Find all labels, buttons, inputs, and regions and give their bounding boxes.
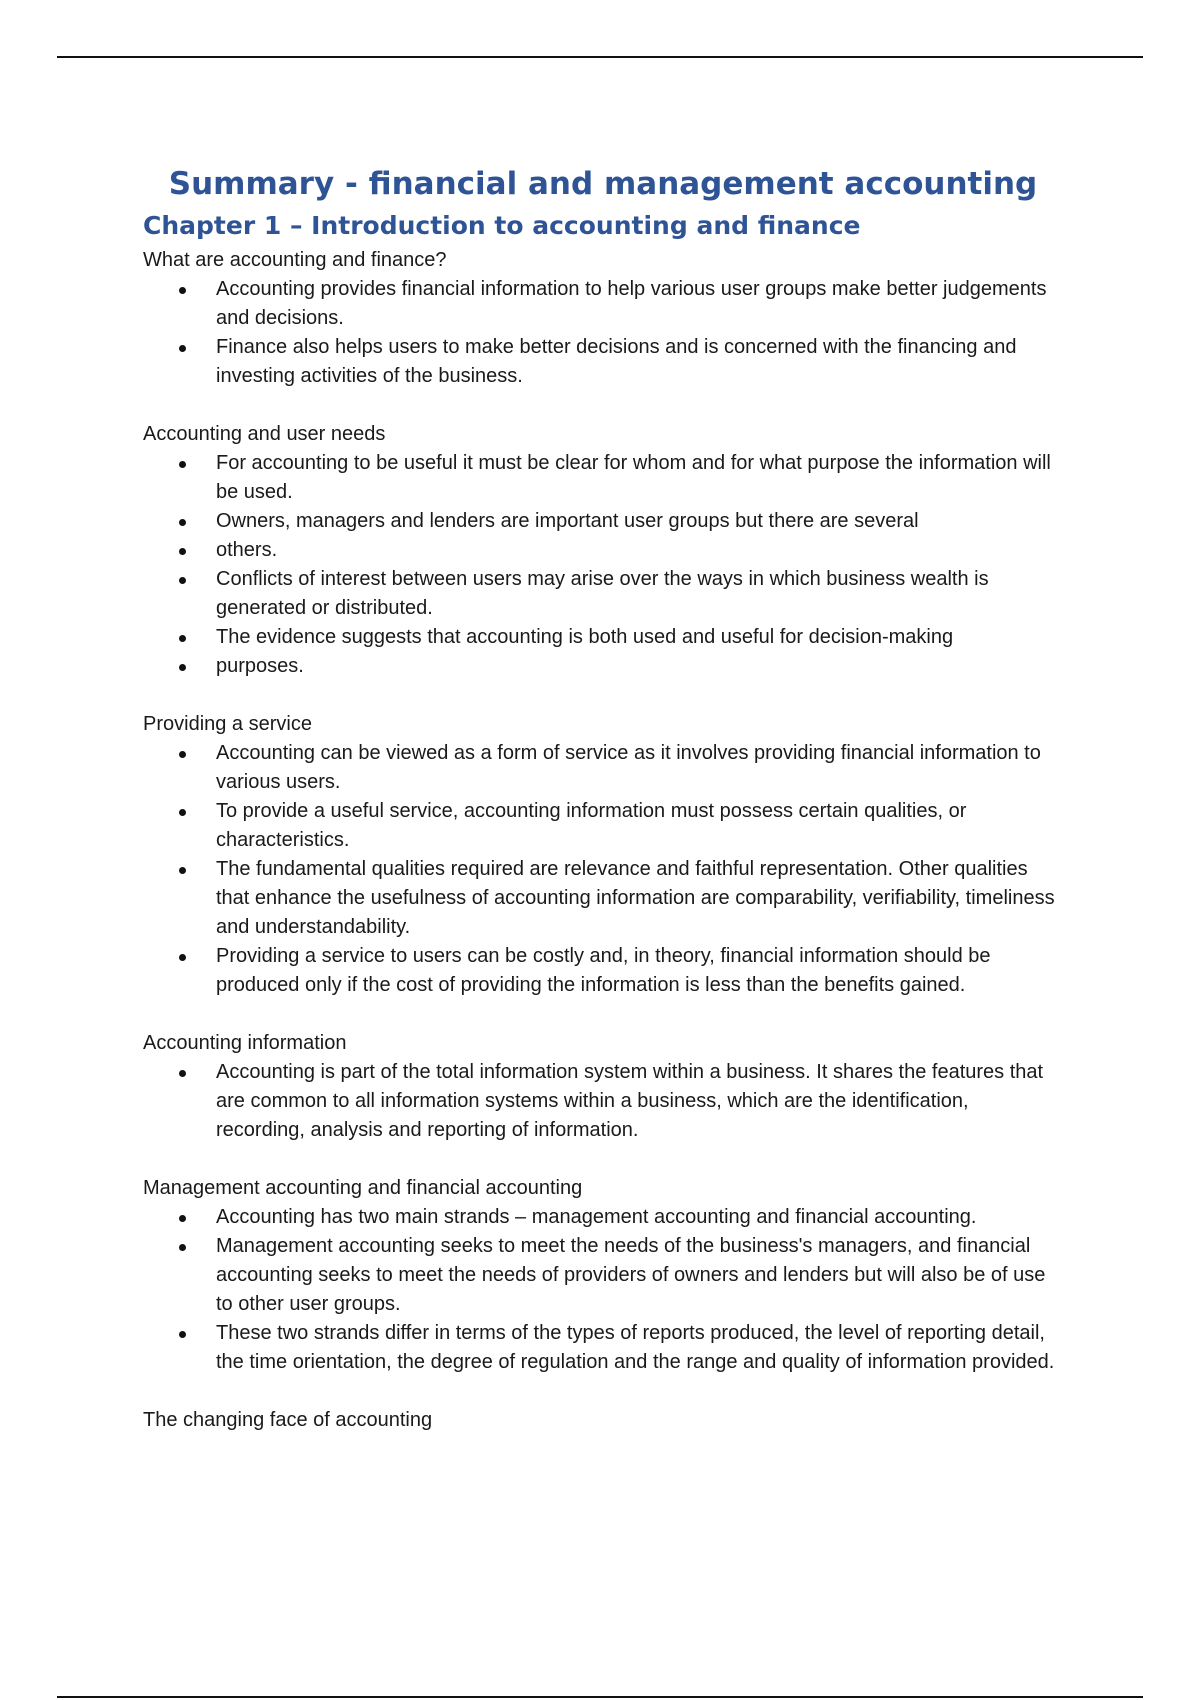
bullet-item xyxy=(143,1058,1063,1145)
bullet-icon xyxy=(179,461,186,468)
bullet-item xyxy=(143,1232,1063,1319)
section-heading: The changing face of accounting xyxy=(143,1409,433,1431)
bullet-item xyxy=(143,275,1063,333)
bullet-icon xyxy=(179,287,186,294)
chapter-title: Chapter 1 – Introduction to accounting and finance xyxy=(143,211,861,240)
bullet-text: The fundamental qualities required are relevance and faithful representation. Other qualities that enhance the usefulness of accounting information are comparability, verifiability, timeliness and understandability. xyxy=(216,858,1055,938)
section-heading: Providing a service xyxy=(143,713,312,735)
bullet-list xyxy=(143,739,1063,1000)
section-heading: What are accounting and finance? xyxy=(143,249,447,271)
bullet-text: Management accounting seeks to meet the needs of the business's managers, and financial accounting seeks to meet the needs of providers of owners and lenders but will also be of use to other user groups. xyxy=(216,1235,1046,1315)
bullet-icon xyxy=(179,577,186,584)
bullet-text: Finance also helps users to make better decisions and is concerned with the financing and investing activities of the business. xyxy=(216,336,1017,387)
bullet-item xyxy=(143,797,1063,855)
bullet-text: others. xyxy=(216,539,278,561)
bullet-text: To provide a useful service, accounting information must possess certain qualities, or characteristics. xyxy=(216,800,967,851)
section-management-and-financial-accounting xyxy=(143,1174,1063,1377)
bullet-icon xyxy=(179,519,186,526)
bullet-icon xyxy=(179,345,186,352)
bullet-text: Accounting has two main strands – management accounting and financial accounting. xyxy=(216,1206,977,1228)
document-title: Summary - financial and management accounting xyxy=(168,166,1038,202)
bullet-text: Accounting is part of the total information system within a business. It shares the features that are common to all information systems within a business, which are the identification, recording, analysis and reporting of information. xyxy=(216,1061,1044,1141)
bullet-icon xyxy=(179,867,186,874)
bullet-icon xyxy=(179,751,186,758)
bullet-text: Accounting provides financial information to help various user groups make better judgements and decisions. xyxy=(216,278,1047,329)
section-heading: Accounting and user needs xyxy=(143,423,386,445)
bullet-item xyxy=(143,942,1063,1000)
bullet-list xyxy=(143,1058,1063,1145)
top-rule xyxy=(57,56,1143,58)
section-what-are-accounting-and-finance xyxy=(143,246,1063,391)
section-heading: Accounting information xyxy=(143,1032,347,1054)
bullet-list xyxy=(143,449,1063,681)
section-accounting-information xyxy=(143,1029,1063,1145)
section-heading: Management accounting and financial accounting xyxy=(143,1177,583,1199)
bullet-item xyxy=(143,449,1063,507)
bullet-text: Accounting can be viewed as a form of service as it involves providing financial information to various users. xyxy=(216,742,1041,793)
bullet-item xyxy=(143,739,1063,797)
bullet-icon xyxy=(179,1331,186,1338)
section-changing-face-of-accounting xyxy=(143,1406,1063,1435)
bullet-text: Providing a service to users can be costly and, in theory, financial information should be produced only if the cost of providing the information is less than the benefits gained. xyxy=(216,945,991,996)
bullet-icon xyxy=(179,809,186,816)
bullet-icon xyxy=(179,954,186,961)
section-accounting-and-user-needs xyxy=(143,420,1063,681)
bullet-icon xyxy=(179,1070,186,1077)
bullet-icon xyxy=(179,635,186,642)
bullet-item xyxy=(143,333,1063,391)
bullet-text: Conflicts of interest between users may arise over the ways in which business wealth is generated or distributed. xyxy=(216,568,989,619)
bullet-list xyxy=(143,1203,1063,1377)
bullet-item xyxy=(143,1203,1063,1232)
bullet-icon xyxy=(179,664,186,671)
bullet-item xyxy=(143,855,1063,942)
bullet-item xyxy=(143,507,1063,536)
section-providing-a-service xyxy=(143,710,1063,1000)
bullet-item xyxy=(143,565,1063,623)
bullet-list xyxy=(143,275,1063,391)
bullet-text: purposes. xyxy=(216,655,304,677)
bullet-icon xyxy=(179,1215,186,1222)
bullet-item xyxy=(143,652,1063,681)
bullet-text: These two strands differ in terms of the types of reports produced, the level of reporting detail, the time orientation, the degree of regulation and the range and quality of information provided. xyxy=(216,1322,1055,1373)
bullet-item xyxy=(143,1319,1063,1377)
bottom-rule xyxy=(57,1696,1143,1698)
bullet-item xyxy=(143,536,1063,565)
bullet-text: The evidence suggests that accounting is both used and useful for decision-making xyxy=(216,626,954,648)
document-body xyxy=(143,162,1063,1435)
bullet-text: Owners, managers and lenders are important user groups but there are several xyxy=(216,510,919,532)
bullet-icon xyxy=(179,548,186,555)
bullet-icon xyxy=(179,1244,186,1251)
bullet-text: For accounting to be useful it must be clear for whom and for what purpose the information will be used. xyxy=(216,452,1051,503)
bullet-item xyxy=(143,623,1063,652)
